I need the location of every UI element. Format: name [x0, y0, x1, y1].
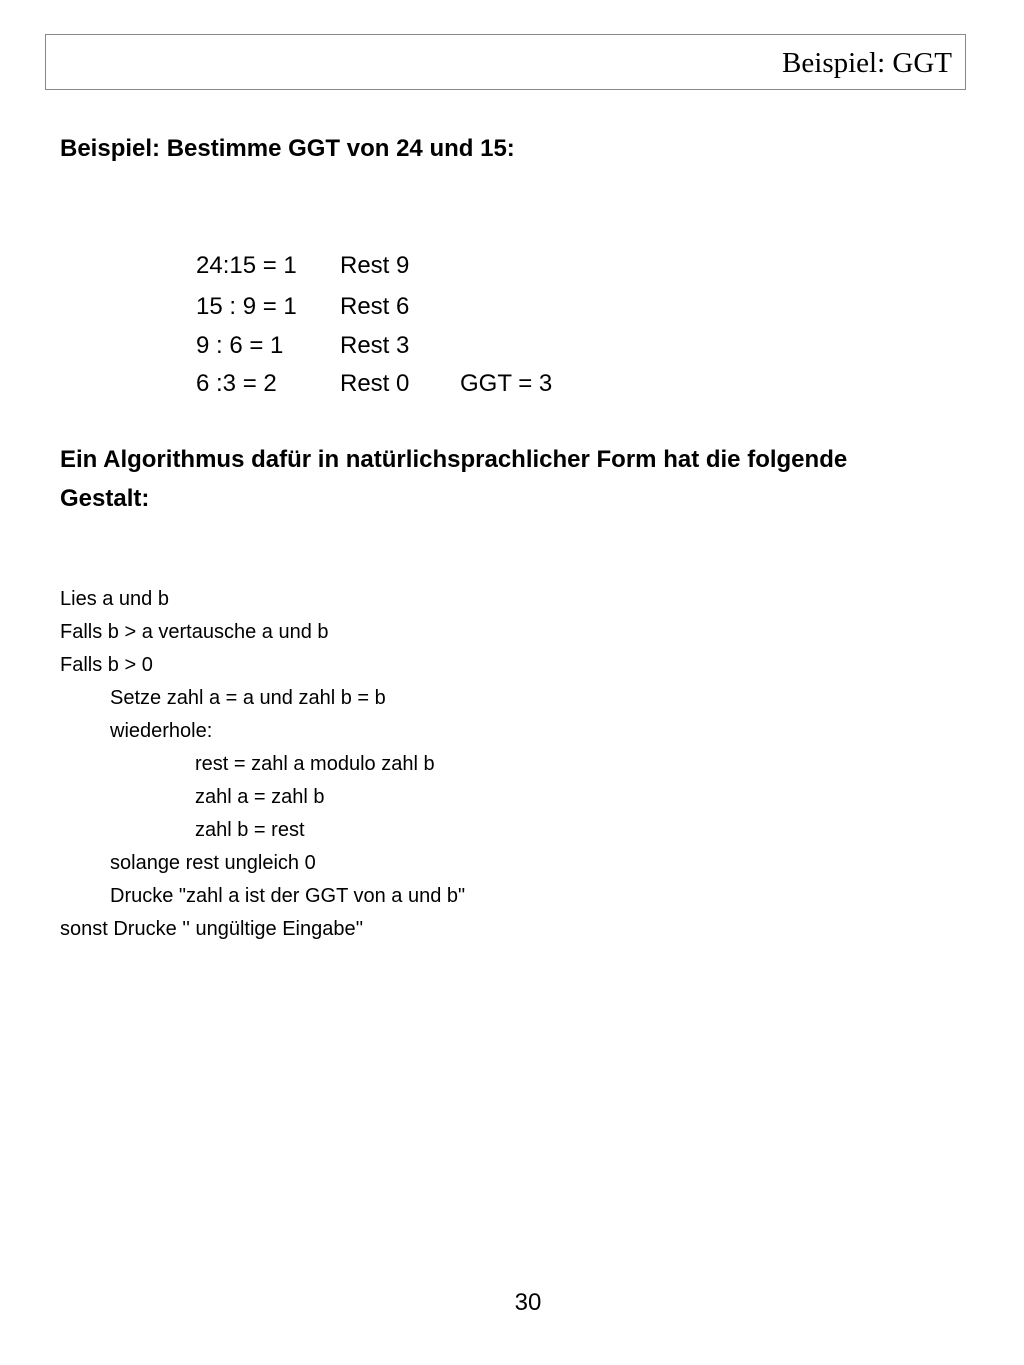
division-expression: 6 :3 = 2 [196, 370, 277, 397]
algorithm-heading-line-2: Gestalt: [60, 485, 150, 512]
remainder-value: Rest 0 [340, 370, 410, 397]
algorithm-line: Falls b > a vertausche a und b [60, 621, 329, 643]
remainder-value: Rest 9 [340, 252, 410, 279]
remainder-value: Rest 6 [340, 293, 410, 320]
ggt-result: GGT = 3 [460, 370, 553, 397]
calculation-row [196, 251, 696, 281]
algorithm-line: Lies a und b [60, 588, 169, 610]
algorithm-line: Setze zahl a = a und zahl b = b [110, 687, 386, 709]
page-header-title: Beispiel: GGT [782, 47, 952, 79]
division-expression: 24:15 = 1 [196, 252, 297, 279]
calculation-row [196, 331, 696, 361]
algorithm-heading-line-1: Ein Algorithmus dafür in natürlichsprachlicher Form hat die folgende [60, 446, 848, 473]
remainder-value: Rest 3 [340, 332, 410, 359]
division-expression: 9 : 6 = 1 [196, 332, 284, 359]
algorithm-line: zahl b = rest [195, 819, 305, 841]
calculation-row [196, 369, 696, 399]
page-number: 30 [514, 1289, 542, 1316]
algorithm-line: rest = zahl a modulo zahl b [195, 753, 435, 775]
algorithm-line: Falls b > 0 [60, 654, 153, 676]
algorithm-line: wiederhole: [110, 720, 213, 742]
algorithm-line: Drucke "zahl a ist der GGT von a und b" [110, 885, 466, 907]
algorithm-line: sonst Drucke '' ungültige Eingabe'' [60, 918, 364, 940]
example-heading: Beispiel: Bestimme GGT von 24 und 15: [60, 135, 515, 162]
calculation-row [196, 292, 696, 322]
division-expression: 15 : 9 = 1 [196, 293, 297, 320]
algorithm-line: zahl a = zahl b [195, 786, 325, 808]
page-header-box [45, 34, 966, 90]
algorithm-listing [60, 583, 465, 946]
algorithm-line: solange rest ungleich 0 [110, 852, 316, 874]
